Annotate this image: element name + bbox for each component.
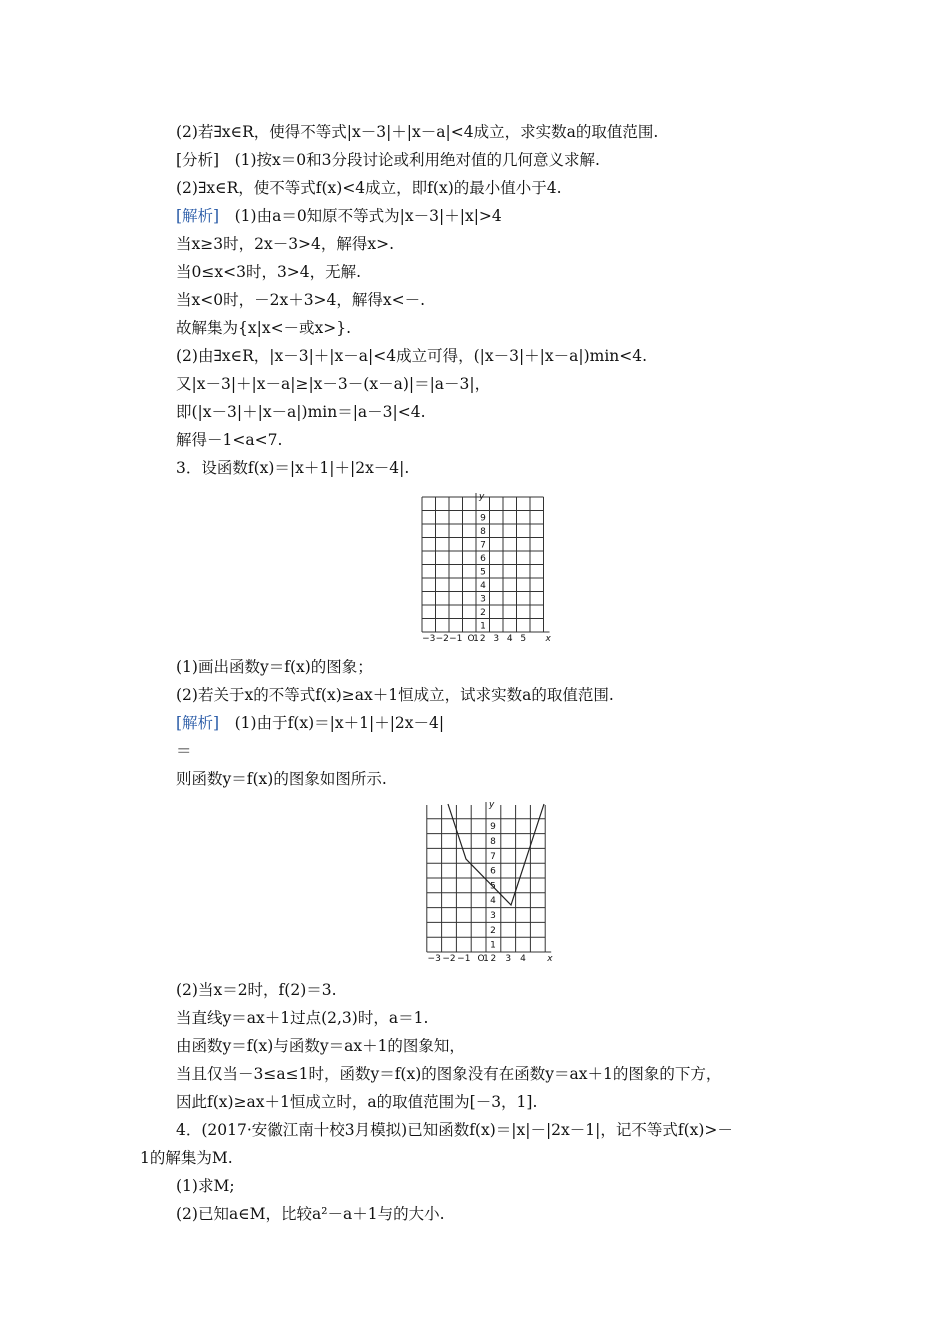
x-tick-label: 2 [490,954,497,964]
x-tick-label: 1 [483,954,489,964]
text-line: 4．(2017·安徽江南十校3月模拟)已知函数f(x)＝|x|－|2x－1|，记不等式f(x)>－ [176,1121,733,1139]
x-tick-label: −3 [427,954,441,964]
y-tick-label: 4 [480,580,486,591]
y-tick-label: 5 [490,881,496,892]
x-tick-label: 3 [493,634,500,644]
x-tick-label: 3 [505,954,512,964]
y-tick-label: 4 [490,896,496,907]
x-tick-label: 4 [506,634,513,644]
y-tick-label: 8 [480,526,486,537]
y-tick-label: 6 [480,553,486,564]
text-line: (1)求M; [176,1177,235,1195]
text-line: [解析] (1)由a＝0知原不等式为|x－3|＋|x|>4 [176,207,502,225]
text-line: 故解集为{x|x<－或x>}. [176,319,352,337]
text-line: 当x≥3时，2x－3>4，解得x>. [176,235,395,253]
text-line: 即(|x－3|＋|x－a|)min＝|a－3|<4. [176,403,426,421]
y-tick-label: 7 [490,851,496,862]
x-tick-label: O [467,634,475,644]
x-tick-label: −1 [457,954,471,964]
text-line: ＝ [176,742,192,760]
y-tick-label: 9 [490,822,496,833]
x-tick-label: −2 [435,634,449,644]
x-tick-label: −2 [442,954,456,964]
text-line: 1的解集为M. [140,1149,233,1167]
x-tick-label: −1 [449,634,463,644]
text-line: 当且仅当－3≤a≤1时，函数y＝f(x)的图象没有在函数y＝ax＋1的图象的下方， [176,1065,722,1083]
text-line: 则函数y＝f(x)的图象如图所示. [176,770,387,788]
y-tick-label: 8 [490,837,496,847]
x-tick-label: 4 [520,954,526,964]
x-tick-label: −3 [422,634,436,644]
text-line: [解析] (1)由于f(x)＝|x＋1|＋|2x－4| [176,714,445,732]
y-tick-label: 9 [480,513,486,524]
x-tick-label: 2 [479,634,486,644]
text-line: (2)由∃x∈R，|x－3|＋|x－a|<4成立可得，(|x－3|＋|x－a|)min<4. [176,347,648,365]
coordinate-grid-empty [418,488,560,644]
text-line: 又|x－3|＋|x－a|≥|x－3－(x－a)|＝|a－3|， [176,375,491,393]
text-line: 由函数y＝f(x)与函数y＝ax＋1的图象知， [176,1037,465,1055]
text-line: (2)∃x∈R，使不等式f(x)<4成立，即f(x)的最小值小于4. [176,179,562,197]
y-tick-label: 6 [490,866,496,877]
text-line: 当直线y＝ax＋1过点(2,3)时，a＝1. [176,1009,429,1027]
text-line: 当0≤x<3时，3>4，无解. [176,263,362,281]
y-axis-label: y [489,802,495,810]
function-graph [418,802,560,964]
analysis-tag: [解析] [176,207,220,225]
y-axis-label: y [479,492,485,502]
y-tick-label: 2 [490,925,496,936]
y-tick-label: 3 [490,911,496,921]
text-line: 3．设函数f(x)＝|x＋1|＋|2x－4|. [176,459,410,477]
x-axis-label: x [547,954,553,964]
text-line: 当x<0时，－2x＋3>4，解得x<－. [176,291,426,309]
text-line: (1)画出函数y＝f(x)的图象； [176,658,373,676]
text-line: (2)已知a∈M，比较a²－a＋1与的大小. [176,1205,445,1223]
text-line: [分析] (1)按x＝0和3分段讨论或利用绝对值的几何意义求解. [176,151,600,169]
x-tick-label: O [477,954,485,964]
x-tick-label: 5 [520,634,527,644]
x-axis-label: x [545,634,551,644]
y-tick-label: 2 [480,607,486,618]
text-line: (2)若∃x∈R，使得不等式|x－3|＋|x－a|<4成立，求实数a的取值范围. [176,123,659,141]
text-line: 因此f(x)≥ax＋1恒成立时，a的取值范围为[－3，1]. [176,1093,538,1111]
analysis-tag: [解析] [176,714,220,732]
y-tick-label: 3 [480,594,486,605]
x-tick-label: 1 [473,634,479,644]
y-tick-label: 1 [480,621,486,632]
text-line: (2)若关于x的不等式f(x)≥ax＋1恒成立，试求实数a的取值范围. [176,686,614,704]
text-line: (2)当x＝2时，f(2)＝3. [176,981,337,999]
y-tick-label: 5 [480,567,486,578]
y-tick-label: 7 [480,540,486,551]
text-line: 解得－1<a<7. [176,431,283,449]
y-tick-label: 1 [490,940,496,951]
